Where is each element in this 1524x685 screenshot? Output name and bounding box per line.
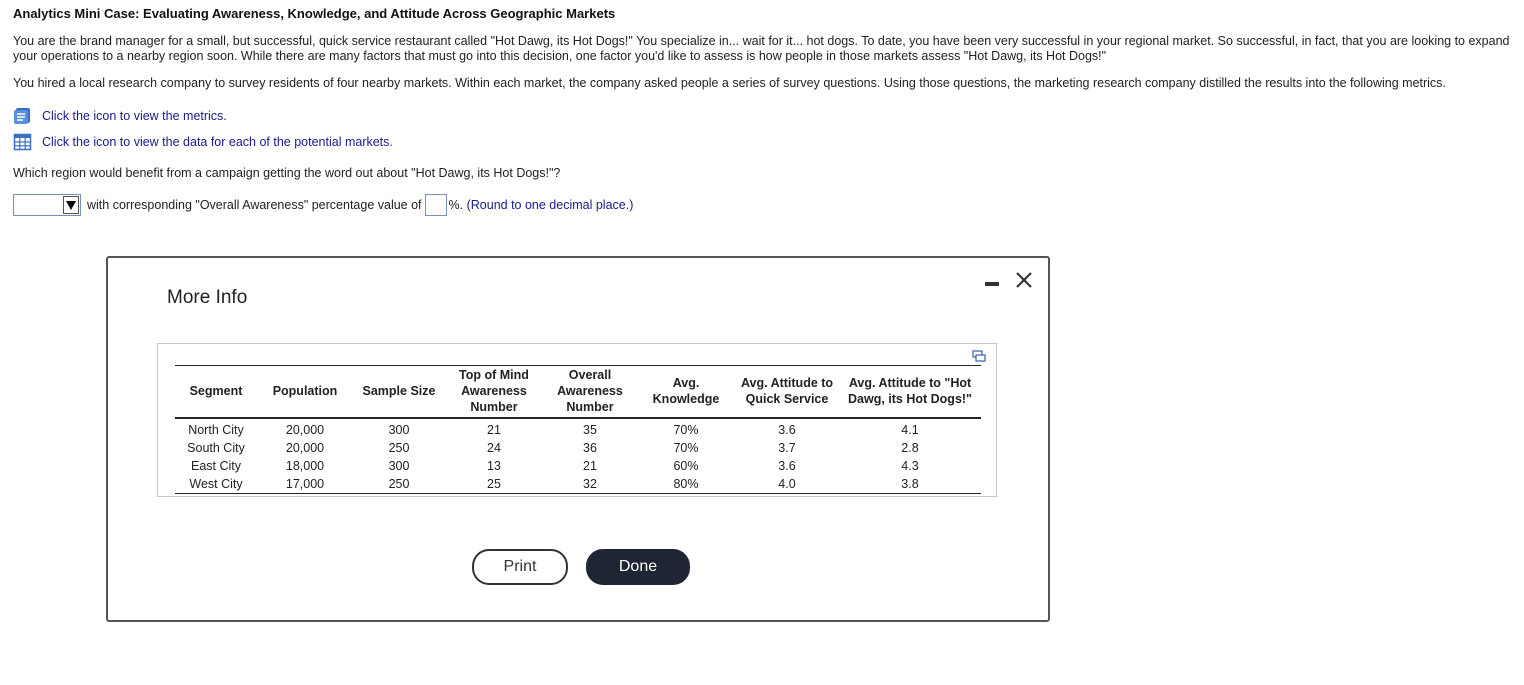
- table-row: [175, 439, 981, 457]
- column-header-line: Number: [470, 400, 518, 414]
- column-header-line: Overall: [568, 368, 612, 382]
- table-cell: West City: [175, 475, 257, 494]
- region-dropdown[interactable]: [13, 194, 81, 216]
- table-cell: 35: [583, 423, 597, 437]
- table-cell: 13: [487, 459, 501, 473]
- column-header: [175, 366, 257, 419]
- table-row: [175, 418, 981, 439]
- table-cell: 300: [388, 459, 410, 473]
- answer-row: [13, 193, 1513, 217]
- minimize-icon[interactable]: [985, 282, 999, 286]
- table-cell: 3.7: [778, 441, 796, 455]
- table-cell: 250: [353, 475, 445, 494]
- more-info-dialog: [106, 256, 1050, 622]
- table-cell: 300: [388, 423, 410, 437]
- column-header-line: Awareness: [557, 384, 623, 398]
- intro-paragraph-2: You hired a local research company to survey residents of four nearby markets. Within each market, the company asked people a series of survey questions. Using those questions, the marketing research company distilled the results into the following metrics.: [13, 76, 1446, 90]
- table-row: [175, 457, 981, 475]
- page-content: [13, 6, 1513, 217]
- table-cell: 32: [543, 475, 637, 494]
- column-header-line: Avg.: [672, 376, 700, 390]
- done-button[interactable]: Done: [586, 549, 690, 585]
- dialog-title: More Info: [167, 287, 248, 308]
- column-header-line: Number: [566, 400, 614, 414]
- dropdown-arrow-icon[interactable]: [63, 196, 79, 214]
- rounding-note: (Round to one decimal place.): [466, 198, 634, 212]
- table-body: [175, 418, 981, 494]
- column-header-line: Top of Mind: [459, 368, 529, 382]
- print-button[interactable]: Print: [472, 549, 568, 585]
- table-cell: North City: [188, 423, 244, 437]
- table-cell: 70%: [673, 423, 699, 437]
- column-header-line: Quick Service: [745, 392, 829, 406]
- table-cell: 3.6: [778, 423, 796, 437]
- metrics-link[interactable]: Click the icon to view the metrics.: [42, 109, 227, 123]
- table-cell: 3.8: [839, 475, 981, 494]
- intro-paragraph-1: You are the brand manager for a small, but successful, quick service restaurant called "Hot Dawg, its Hot Dogs!" You specialize in... wait for it... hot dogs. To date, you have been very successful in your regional market. So successful, in fact, that you are looking to expand your operations to a nearby region soon. While there are many factors that must go into this decision, one factor you'd like to assess is how people in those markets assess "Hot Dawg, its Hot Dogs!": [13, 34, 1510, 63]
- page-title: Analytics Mini Case: Evaluating Awareness, Knowledge, and Attitude Across Geographic Markets: [13, 6, 616, 21]
- percent-sign: %.: [448, 198, 464, 212]
- answer-prompt: with corresponding "Overall Awareness" percentage value of: [87, 198, 422, 212]
- column-header-line: Avg. Attitude to "Hot: [848, 376, 972, 390]
- table-cell: East City: [190, 459, 241, 473]
- metrics-link-row[interactable]: [13, 106, 1513, 126]
- column-header: [257, 366, 353, 419]
- table-cell: 36: [583, 441, 597, 455]
- table-cell: 2.8: [901, 441, 919, 455]
- table-cell: 4.1: [901, 423, 919, 437]
- market-data-link[interactable]: Click the icon to view the data for each of the potential markets.: [42, 135, 393, 149]
- table-cell: 80%: [637, 475, 735, 494]
- column-header: [445, 366, 543, 419]
- column-header-line: Sample Size: [362, 384, 436, 398]
- column-header-line: Population: [272, 384, 338, 398]
- table-cell: 17,000: [257, 475, 353, 494]
- close-icon[interactable]: [1014, 270, 1034, 290]
- table-cell: 250: [388, 441, 410, 455]
- awareness-percentage-input[interactable]: [425, 194, 447, 216]
- column-header: [735, 366, 839, 419]
- table-cell: 4.3: [901, 459, 919, 473]
- data-link-row[interactable]: [13, 132, 1513, 152]
- document-icon[interactable]: [13, 107, 33, 125]
- metrics-table-frame: [157, 343, 997, 497]
- column-header-line: Segment: [189, 384, 243, 398]
- table-cell: 60%: [673, 459, 699, 473]
- table-cell: South City: [187, 441, 245, 455]
- metrics-table: [175, 365, 981, 494]
- table-grid-icon[interactable]: [13, 133, 33, 151]
- table-cell: 21: [487, 423, 501, 437]
- table-cell: 20,000: [285, 423, 325, 437]
- table-cell: 21: [583, 459, 597, 473]
- table-cell: 3.6: [778, 459, 796, 473]
- question-text: Which region would benefit from a campaign getting the word out about "Hot Dawg, its Hot Dogs!"?: [13, 166, 561, 180]
- column-header: [353, 366, 445, 419]
- column-header-line: Avg. Attitude to: [740, 376, 834, 390]
- column-header-line: Knowledge: [652, 392, 720, 406]
- table-cell: 70%: [673, 441, 699, 455]
- copy-icon[interactable]: [972, 350, 986, 362]
- table-cell: 20,000: [285, 441, 325, 455]
- table-row: [175, 475, 981, 494]
- column-header: [637, 366, 735, 419]
- table-cell: 4.0: [735, 475, 839, 494]
- column-header: [543, 366, 637, 419]
- column-header-line: Dawg, its Hot Dogs!": [848, 392, 972, 406]
- table-cell: 25: [445, 475, 543, 494]
- table-cell: 18,000: [285, 459, 325, 473]
- table-header-row: [175, 366, 981, 419]
- table-cell: 24: [487, 441, 501, 455]
- column-header-line: Awareness: [461, 384, 527, 398]
- column-header: [839, 366, 981, 419]
